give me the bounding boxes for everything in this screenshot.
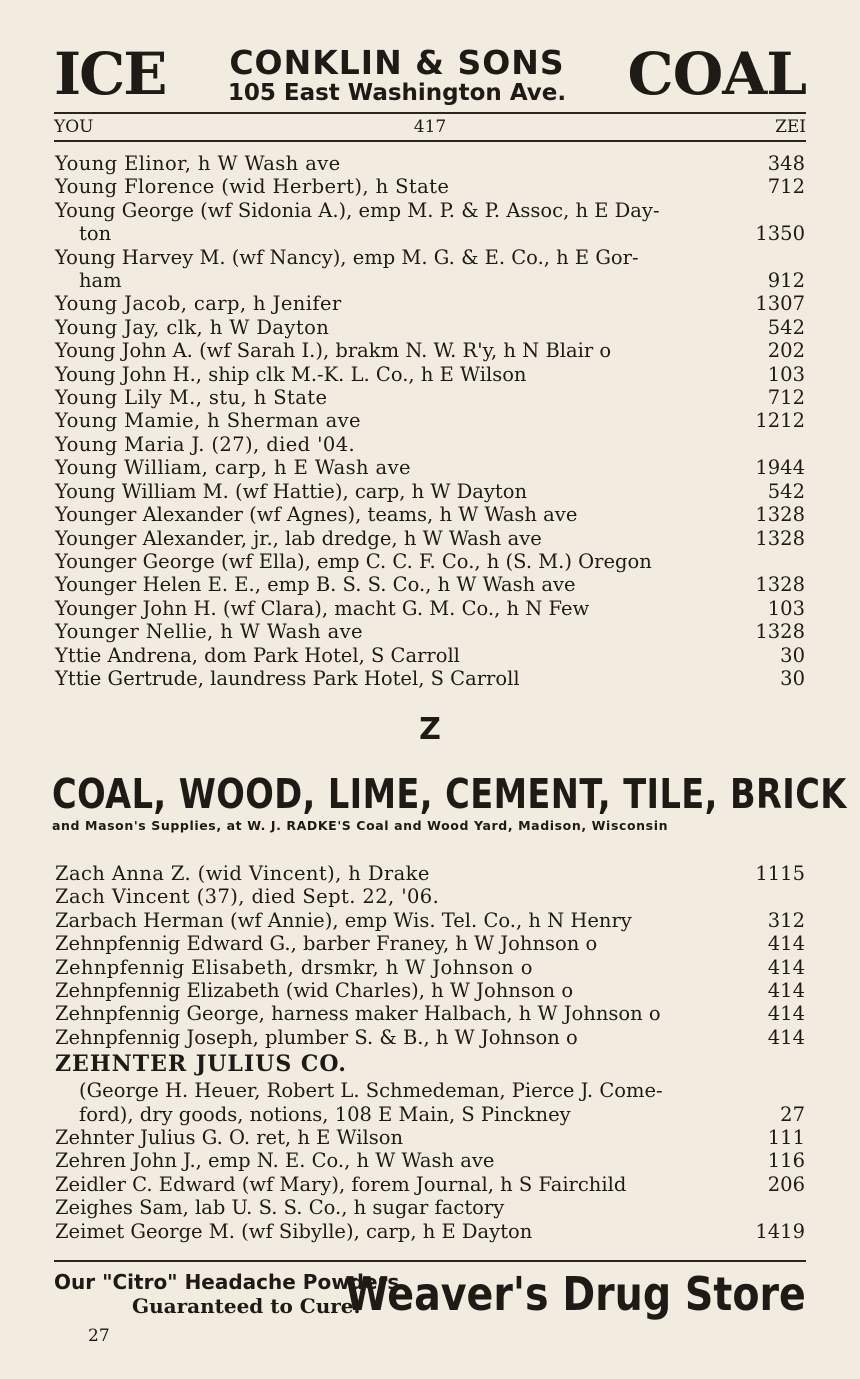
entry-number: 1307 [755,292,805,316]
entry-text: Zehnpfennig Elisabeth, drsmkr, h W Johnson o [55,955,533,979]
directory-entry [55,199,805,246]
section-heading-z: Z [419,712,441,747]
entry-number: 348 [767,152,805,175]
entry-text: Young Mamie, h Sherman ave [55,409,361,433]
entry-text: Younger Alexander (wf Agnes), teams, h W Wash ave [55,503,578,527]
entry-number: 1944 [755,456,805,480]
entry-text: Yttie Andrena, dom Park Hotel, S Carroll [55,643,460,667]
entry-text: Younger Alexander, jr., lab dredge, h W Wash ave [55,526,542,550]
entry-text: Zehnpfennig Joseph, plumber S. & B., h W Johnson o [55,1025,578,1049]
entry-number: 103 [767,596,805,620]
entry-continuation: ton [79,222,112,246]
entry-number: 414 [767,1002,805,1026]
entry-text: Zehnpfennig Elizabeth (wid Charles), h W Johnson o [55,979,574,1003]
entry-text: Yttie Gertrude, laundress Park Hotel, S Carroll [55,666,520,690]
directory-entry [55,480,805,503]
directory-entry [55,503,805,526]
directory-entry [55,862,805,885]
company-entry-line-2: ford), dry goods, notions, 108 E Main, S Pinckney [79,1102,571,1126]
entry-number: 116 [767,1149,805,1173]
directory-entry [55,550,805,573]
entry-text: Young Elinor, h W Wash ave [55,152,341,175]
mid-ad-subline: and Mason's Supplies, at W. J. RADKE'S Coal and Wood Yard, Madison, Wisconsin [52,818,669,833]
directory-entry [55,597,805,620]
entry-text: Young Maria J. (27), died '04. [55,432,356,456]
entry-number: 27 [780,1102,805,1126]
entry-number: 206 [767,1172,805,1196]
entry-number: 30 [780,666,805,690]
directory-entry [55,433,805,456]
entries-z-section [55,862,805,1243]
directory-entry [55,644,805,667]
entry-text: Zehnter Julius G. O. ret, h E Wilson [55,1126,404,1150]
running-head [54,115,806,139]
guide-word-right: ZEI [775,117,806,137]
entry-text: Younger Helen E. E., emp B. S. S. Co., h W Wash ave [55,573,576,597]
entry-text: Younger George (wf Ella), emp C. C. F. Co., h (S. M.) Oregon [55,549,652,573]
entry-number: 312 [767,908,805,932]
ad-coal-word: COAL [627,40,806,108]
company-entry-line-1: (George H. Heuer, Robert L. Schmedeman, Pierce J. Come- [79,1079,663,1103]
directory-entry [55,152,805,175]
entry-number: 1328 [755,526,805,550]
entry-text: Zehnpfennig Edward G., barber Franey, h W Johnson o [55,932,598,956]
entry-text: Zehren John J., emp N. E. Co., h W Wash ave [55,1149,495,1173]
directory-entry [55,339,805,362]
entry-text: Younger Nellie, h W Wash ave [55,620,363,644]
header-rule-bottom [54,140,806,142]
directory-entry [55,979,805,1002]
ad-headache-line-2: Guaranteed to Cure. [132,1294,361,1318]
mid-ad-headline: COAL, WOOD, LIME, CEMENT, TILE, BRICK [52,770,847,818]
entry-continuation: ham [79,269,122,293]
entries-y-section [55,152,805,690]
directory-entry [55,1126,805,1149]
top-advertisement [54,40,806,110]
entry-text: Young Harvey M. (wf Nancy), emp M. G. & E. Co., h E Gor- [55,245,639,269]
entry-text: Young George (wf Sidonia A.), emp M. P. & P. Assoc, h E Day- [55,198,660,222]
directory-entry [55,527,805,550]
directory-entry [55,409,805,432]
footer-page-number: 27 [88,1326,110,1346]
entry-text: Young John A. (wf Sarah I.), brakm N. W. R'y, h N Blair o [55,339,612,363]
directory-entry [55,1220,805,1243]
ad-firm-name: CONKLIN & SONS [229,43,565,82]
entry-text: Young Jacob, carp, h Jenifer [55,292,342,316]
directory-entry [55,292,805,315]
directory-entry [55,909,805,932]
company-heading: ZEHNTER JULIUS CO. [55,1051,347,1078]
directory-entry [55,316,805,339]
directory-entry [55,1149,805,1172]
entry-number: 414 [767,1025,805,1049]
ad-drug-store-name: Weaver's Drug Store [345,1267,806,1321]
entry-number: 111 [767,1126,805,1150]
guide-word-left: YOU [54,117,94,137]
directory-entry [55,620,805,643]
ad-firm [216,43,578,106]
entry-text: Zeimet George M. (wf Sibylle), carp, h E Dayton [55,1219,533,1243]
directory-entry [55,956,805,979]
entry-number: 1350 [755,222,805,246]
entry-number: 712 [767,386,805,410]
directory-entry [55,363,805,386]
entry-text: Zarbach Herman (wf Annie), emp Wis. Tel. Co., h N Henry [55,908,632,932]
entry-number: 1115 [755,862,805,885]
directory-entry [55,1002,805,1025]
entry-text: Younger John H. (wf Clara), macht G. M. Co., h N Few [55,596,590,620]
header-rule-top [54,112,806,114]
entry-number: 1328 [755,573,805,597]
entry-text: Young Lily M., stu, h State [55,386,328,410]
page-number-top: 417 [413,117,447,137]
middle-advertisement [52,770,847,834]
entry-number: 1419 [755,1219,805,1243]
entry-text: Zeidler C. Edward (wf Mary), forem Journal, h S Fairchild [55,1172,627,1196]
entry-text: Young Florence (wid Herbert), h State [55,175,450,199]
directory-entry [55,573,805,596]
directory-entry [55,246,805,293]
entry-text: Young John H., ship clk M.-K. L. Co., h E Wilson [55,362,527,386]
entry-text: Young Jay, clk, h W Dayton [55,315,330,339]
entry-text: Zeighes Sam, lab U. S. S. Co., h sugar factory [55,1196,505,1220]
company-entry [55,1079,805,1126]
directory-entry [55,386,805,409]
directory-entry [55,456,805,479]
entry-number: 712 [767,175,805,199]
entry-number: 1328 [755,620,805,644]
entry-number: 103 [767,362,805,386]
directory-entry [55,1173,805,1196]
entry-number: 202 [767,339,805,363]
entry-number: 414 [767,932,805,956]
footer-rule [54,1260,806,1262]
entry-text: Young William, carp, h E Wash ave [55,456,411,480]
directory-entry [55,885,805,908]
entry-number: 1212 [755,409,805,433]
directory-entry [55,1026,805,1049]
entry-number: 30 [780,643,805,667]
directory-entry [55,1196,805,1219]
directory-entry [55,932,805,955]
entry-number: 542 [767,479,805,503]
bottom-advertisement [54,1264,806,1328]
entry-number: 542 [767,315,805,339]
entry-number: 414 [767,979,805,1003]
entry-text: Zach Vincent (37), died Sept. 22, '06. [55,885,440,909]
entry-number: 1328 [755,503,805,527]
directory-entry [55,175,805,198]
directory-entry [55,667,805,690]
entry-number: 912 [767,269,805,293]
entry-text: Zehnpfennig George, harness maker Halbach, h W Johnson o [55,1002,661,1026]
entry-number: 414 [767,955,805,979]
entry-text: Young William M. (wf Hattie), carp, h W Dayton [55,479,527,503]
ad-headache-line-1: Our "Citro" Headache Powders [54,1270,400,1294]
ad-ice-word: ICE [54,40,166,108]
entry-text: Zach Anna Z. (wid Vincent), h Drake [55,862,430,885]
ad-firm-address: 105 East Washington Ave. [227,80,567,106]
